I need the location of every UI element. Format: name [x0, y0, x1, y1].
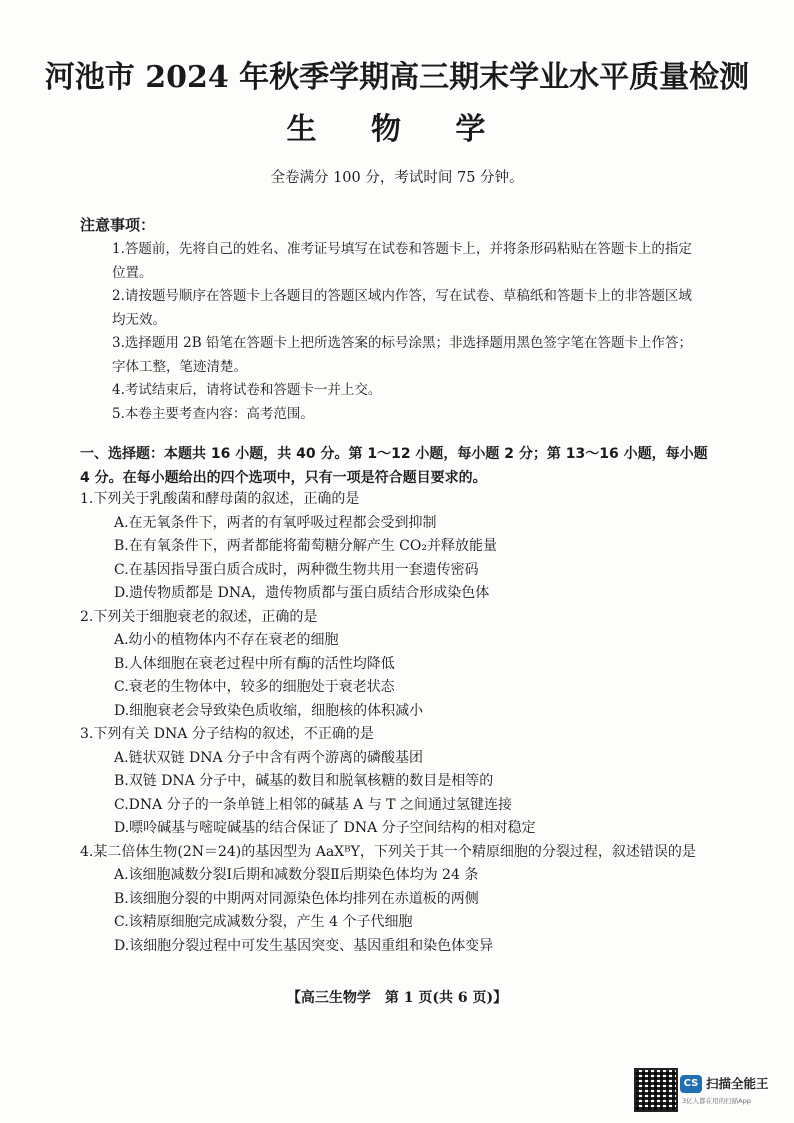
question-3 [80, 723, 710, 841]
option-a: A.在无氧条件下，两者的有氧呼吸过程都会受到抑制 [114, 514, 437, 531]
option-b: B.双链 DNA 分子中，碱基的数目和脱氧核糖的数目是相等的 [114, 773, 494, 789]
option-d: D.嘌呤碱基与嘧啶碱基的结合保证了 DNA 分子空间结构的相对稳定 [114, 820, 536, 836]
question-stem: 2.下列关于细胞衰老的叙述，正确的是 [80, 608, 318, 625]
option-a: A.该细胞减数分裂Ⅰ后期和减数分裂Ⅱ后期染色体均为 24 条 [114, 867, 479, 883]
score-info: 全卷满分 100 分，考试时间 75 分钟。 [270, 170, 524, 186]
subject-title: 生 物 学 [286, 112, 508, 147]
option-c: C.在基因指导蛋白质合成时，两种微生物共用一套遗传密码 [114, 561, 479, 578]
notice-list [112, 238, 702, 426]
option-c: C.衰老的生物体中，较多的细胞处于衰老状态 [114, 679, 395, 695]
option-d: D.遗传物质都是 DNA，遗传物质都与蛋白质结合形成染色体 [114, 585, 490, 601]
question-stem: 3.下列有关 DNA 分子结构的叙述，不正确的是 [80, 726, 374, 742]
option-b: B.该细胞分裂的中期两对同源染色体均排列在赤道板的两侧 [114, 890, 479, 907]
notice-item: 4.考试结束后，请将试卷和答题卡一并上交。 [112, 382, 382, 398]
question-2 [80, 606, 710, 724]
option-b: B.人体细胞在衰老过程中所有酶的活性均降低 [114, 655, 395, 672]
option-c: C.该精原细胞完成减数分裂，产生 4 个子代细胞 [114, 914, 413, 930]
option-b: B.在有氧条件下，两者都能将葡萄糖分解产生 CO₂并释放能量 [114, 538, 497, 554]
page-footer: 【高三生物学 第 1 页(共 6 页)】 [286, 990, 508, 1006]
question-stem: 4.某二倍体生物(2N＝24)的基因型为 AaXᴮY，下列关于其一个精原细胞的分裂过程，叙述错误的是 [80, 843, 696, 860]
option-c: C.DNA 分子的一条单链上相邻的碱基 A 与 T 之间通过氢键连接 [114, 796, 512, 813]
question-1 [80, 488, 710, 606]
exam-title: 河池市 2024 年秋季学期高三期末学业水平质量检测 [44, 60, 750, 95]
section-title: 一、选择题：本题共 16 小题，共 40 分。第 1～12 小题，每小题 2 分；第 13～16 小题，每小题 4 分。在每小题给出的四个选项中，只有一项是符合题目要求的。 [80, 446, 708, 486]
notice-item: 5.本卷主要考查内容：高考范围。 [112, 405, 314, 422]
camscanner-tagline: 3亿人都在用的扫描App [682, 1097, 751, 1105]
camscanner-name: 扫描全能王 [706, 1076, 769, 1091]
notice-item: 1.答题前，先将自己的姓名、准考证号填写在试卷和答题卡上，并将条形码粘贴在答题卡上的指定位置。 [112, 241, 692, 281]
camscanner-logo-icon: CS [680, 1075, 702, 1093]
qr-code-icon [634, 1068, 678, 1112]
option-a: A.幼小的植物体内不存在衰老的细胞 [114, 632, 339, 648]
option-a: A.链状双链 DNA 分子中含有两个游离的磷酸基团 [114, 749, 424, 766]
option-d: D.细胞衰老会导致染色质收缩，细胞核的体积减小 [114, 702, 424, 719]
question-list [80, 488, 710, 958]
notice-heading: 注意事项： [80, 216, 156, 234]
notice-item: 2.请按题号顺序在答题卡上各题目的答题区域内作答，写在试卷、草稿纸和答题卡上的非答题区域均无效。 [112, 288, 692, 328]
question-4 [80, 841, 710, 959]
option-d: D.该细胞分裂过程中可发生基因突变、基因重组和染色体变异 [114, 937, 494, 954]
notice-item: 3.选择题用 2B 铅笔在答题卡上把所选答案的标号涂黑；非选择题用黑色签字笔在答题卡上作答；字体工整，笔迹清楚。 [112, 335, 692, 375]
question-stem: 1.下列关于乳酸菌和酵母菌的叙述，正确的是 [80, 491, 360, 507]
